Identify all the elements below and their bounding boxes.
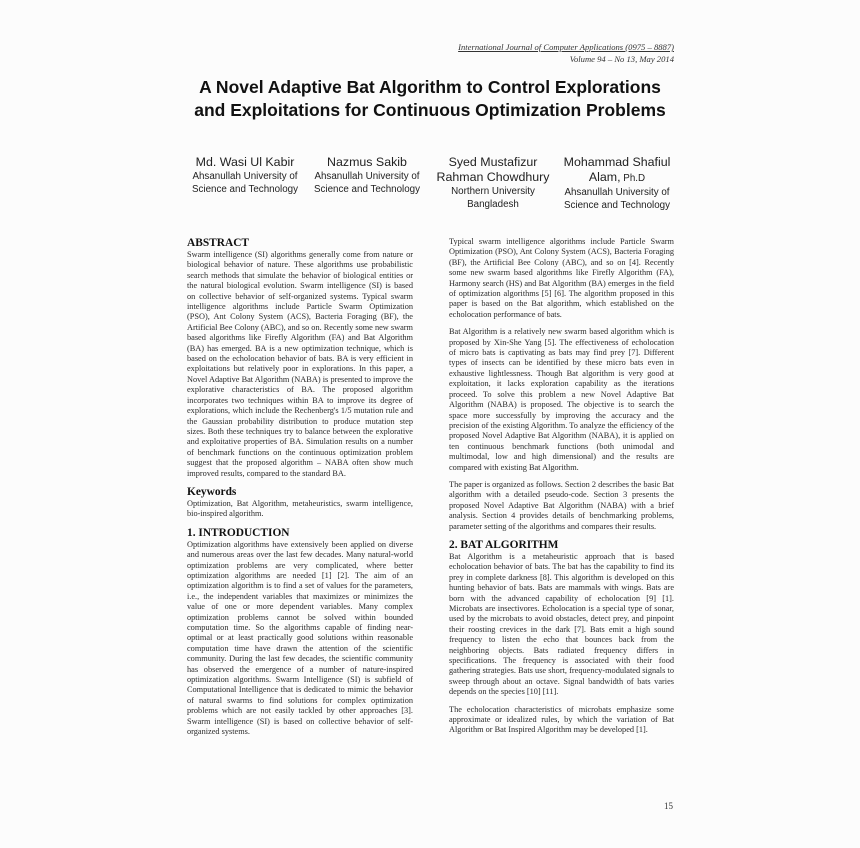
body-paragraph: Bat Algorithm is a relatively new swarm based algorithm which is proposed by Xin-She Yang [5]. The effectiveness of echolocation of micro bats is captivating as bats may find prey [7]. Different types of insects can be identified by these micro bats even in exhaustive lightlessness. Though Bat algorithm is very good at exploitation, it lacks exploration capability as the iterations proceed. To solve this problem a new Novel Adaptive Bat Algorithm (NABA) is proposed. The objective is to search the space more successfully by improving the accuracy and the precision of the existing Algorithm. To analyze the efficiency of the proposed Novel Adaptive Bat Algorithm (NABA), it is applied on ten continuous benchmark functions (both unimodal and multimodal, low and high dimensional) and the results are compared with existing Bat Algorithm. xyxy=(449,327,674,472)
title-line-2: and Exploitations for Continuous Optimization Problems xyxy=(194,100,666,120)
body-paragraph: Bat Algorithm is a metaheuristic approach that is based echolocation behavior of bats. The bat has the capability to find its prey in complete darkness [8]. This algorithm is developed on this hunting behavior of bats. Bats are mammals with wings. Bats are born with the advanced capability of echolocation [9] [1]. Microbats are insectivores. Echolocation is a special type of sonar, used by the microbats to avoid obstacles, detect prey, and pinpoint their roosting crevices in the dark [7]. Bats emit a high sound frequency to listen the echo that bounces back from the neighboring objects. Bats radiated frequency differs in specifications. The frequency is associated with their food gathering strategies. Bats use short, frequency-modulated signals to sweep through about an octave. Signal bandwidth of bats varies depends on the species [10] [11]. xyxy=(449,551,674,697)
section-2-heading: 2. BAT ALGORITHM xyxy=(449,538,559,551)
author-affiliation: Science and Technology xyxy=(563,200,671,211)
introduction-heading: 1. INTRODUCTION xyxy=(187,526,290,539)
journal-volume: Volume 94 – No 13, May 2014 xyxy=(569,54,674,64)
body-paragraph: The echolocation characteristics of microbats emphasize some approximate or idealized rules, by which the variation of Bat Algorithm or Bat Inspired Algorithm may be developed [1]. xyxy=(449,704,674,735)
author-affiliation: Ahsanullah University of xyxy=(564,187,670,198)
author-affiliation: Ahsanullah University of xyxy=(314,171,420,182)
author-name: Rahman Chowdhury xyxy=(436,170,550,184)
abstract-heading: ABSTRACT xyxy=(187,237,250,249)
title-line-1: A Novel Adaptive Bat Algorithm to Control Explorations xyxy=(199,77,661,97)
keywords-heading: Keywords xyxy=(187,485,237,498)
author-name: Alam, xyxy=(588,170,621,184)
keywords-text: Optimization, Bat Algorithm, metaheuristics, swarm intelligence, bio-inspired algorithm. xyxy=(187,498,413,519)
author-name: Syed Mustafizur xyxy=(448,155,538,169)
author-name: Nazmus Sakib xyxy=(327,155,407,169)
author-degree: Ph.D xyxy=(620,173,646,184)
author-block xyxy=(185,155,675,215)
paper-title xyxy=(0,76,860,122)
abstract-text: Swarm intelligence (SI) algorithms generally come from nature or biological behavior of nature. These algorithms use probabilistic search methods that simulate the behavior of biological entities or the natural biological evolution. Swarm intelligence (SI) is based on collective behavior of self-organized systems. Typical swarm intelligence algorithms include Particle Swarm Optimization (PSO), Ant Colony System (ACS), Bacteria Foraging (BF), the Artificial Bee Colony (ABC), and so on. Recently some new swarm based algorithms like Firefly Algorithm (FA) and Bat Algorithm (BA) has emerged. BA is a new optimization technique, which is based on the echolocation behavior of bats. BA is very efficient in exploitations but relatively poor in explorations. In this paper, a Novel Adaptive Bat Algorithm (NABA) is presented to improve the explorative characteristics of BA. The proposed algorithm incorporates two techniques within BA to improve its degree of explorations, which include the Rechenberg's 1/5 mutation rule and the Gaussian probability distribution to produce mutation step sizes. Both these techniques try to balance between the explorative and exploitative properties of BA. Simulation results on a number of benchmark functions on the continuous optimization problem suggest that the proposed algorithm – NABA often show much improved results, compared to the standard BA. xyxy=(187,250,413,478)
author-name-line-2 xyxy=(557,170,677,186)
author-affiliation: Northern University xyxy=(451,186,535,197)
body-paragraph: Typical swarm intelligence algorithms include Particle Swarm Optimization (PSO), Ant Colony System (ACS), Bacteria Foraging (BF), the Artificial Bee Colony (ABC), and so on [4]. Recently some new swarm based algorithms like Firefly Algorithm (FA), Harmony search (HS) and Bat Algorithm (BA) emerges in the field of optimization algorithms [5] [6]. The algorithm proposed in this paper is based on the Bat algorithm, which established on the echolocation performance of bats. xyxy=(449,237,674,319)
page-number: 15 xyxy=(664,801,673,811)
author-3 xyxy=(433,155,553,211)
author-affiliation: Ahsanullah University of xyxy=(192,171,298,182)
left-column xyxy=(187,237,413,744)
author-1 xyxy=(185,155,305,196)
author-2 xyxy=(307,155,427,196)
author-name: Mohammad Shafiul xyxy=(563,155,671,169)
right-column xyxy=(449,237,674,743)
author-4 xyxy=(557,155,677,212)
journal-header xyxy=(458,41,674,65)
author-affiliation: Science and Technology xyxy=(191,184,299,195)
journal-name: International Journal of Computer Applications (0975 – 8887) xyxy=(458,42,674,52)
body-paragraph: The paper is organized as follows. Section 2 describes the basic Bat algorithm with a detailed pseudo-code. Section 3 presents the proposed Novel Adaptive Bat Algorithm (NABA) with a brief analysis. Section 4 provides details of benchmarking problems, parameter setting of the algorithms and compares their results. xyxy=(449,479,674,531)
author-affiliation: Science and Technology xyxy=(313,184,421,195)
author-affiliation: Bangladesh xyxy=(467,199,519,210)
introduction-text: Optimization algorithms have extensively been applied on diverse and numerous areas over the last few decades. Many natural-world optimization problems are very complicated, where better optimization algorithms are needed [1] [2]. The aim of an optimization algorithm is to find a set of values for the parameters, i.e., the independent variables that maximizes or minimizes the value of one or more dependent variables. Many complex optimization problems cannot be solved within bounded computation time. So the algorithms capable of finding near-optimal or at least practically good solutions within reasonable computation time have drawn the attention of the scientific community. During the last few decades, the scientific community has observed the emergence of a number of nature-inspired optimization algorithms. Swarm Intelligence (SI) is subfield of Computational Intelligence that is dedicated to mimic the behavior of natural swarms to find solutions for complex optimization problems which are not easily tackled by other approaches [3]. Swarm intelligence (SI) is based on collective behavior of self-organized systems. xyxy=(187,539,413,737)
author-name: Md. Wasi Ul Kabir xyxy=(195,155,295,169)
